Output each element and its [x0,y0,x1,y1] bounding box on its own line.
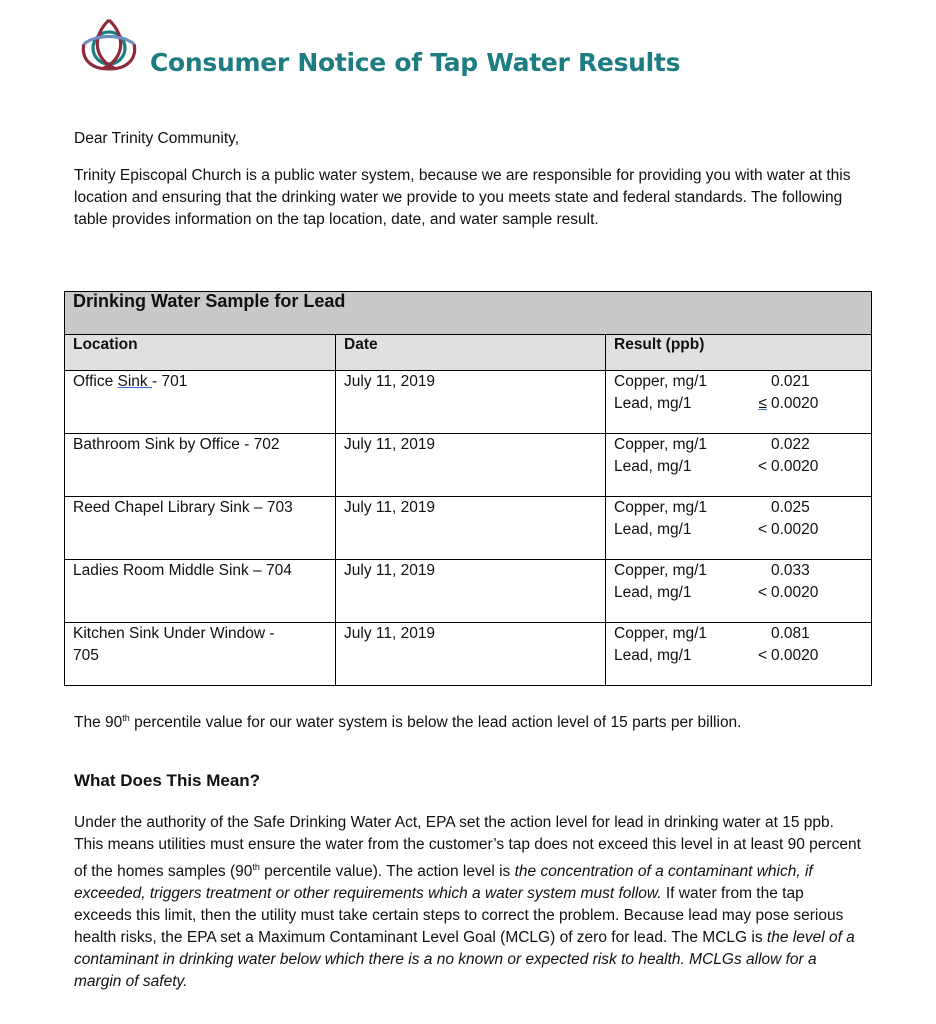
lead-symbol: ≤ [758,395,767,412]
location-cell: Bathroom Sink by Office - 702 [65,434,336,497]
percentile-statement: The 90th percentile value for our water system is below the lead action level of 15 parts per billion. [74,713,742,732]
spellcheck-word: Sink [117,373,152,390]
copper-value: 0.081 [771,625,810,642]
lead-value: 0.0020 [771,521,819,538]
lead-label: Lead, mg/1 [614,584,692,601]
trinity-knot-icon [76,14,142,78]
meaning-paragraph: Under the authority of the Safe Drinking Water Act, EPA set the action level for lead in drinking water at 15 ppb. This means utilities must ensure the water from the customer’s tap does not exceed this level in at least 90 percent of the homes samples (90th percentile value). The action level is the concentration of a contaminant which, if exceeded, triggers treatment or other requirements which a water system must follow. If water from the tap exceeds this limit, then the utility must take certain steps to correct the problem. Because lead may pose serious health risks, the EPA set a Maximum Contaminant Level Goal (MCLG) of zero for lead. The MCLG is the level of a contaminant in drinking water below which there is a no known or expected risk to health. MCLGs allow for a margin of safety. [74,814,861,991]
copper-value: 0.025 [771,499,810,516]
result-cell [606,497,872,560]
lead-label: Lead, mg/1 [614,647,692,664]
column-header-location: Location [65,335,336,371]
table-row [65,623,872,686]
lead-value: 0.0020 [771,395,819,412]
location-cell: Kitchen Sink Under Window - 705 [65,623,336,686]
location-cell: Reed Chapel Library Sink – 703 [65,497,336,560]
copper-label: Copper, mg/1 [614,499,708,516]
page-title: Consumer Notice of Tap Water Results [150,48,681,77]
lead-label: Lead, mg/1 [614,521,692,538]
copper-label: Copper, mg/1 [614,373,708,390]
result-cell [606,623,872,686]
copper-value: 0.033 [771,562,810,579]
date-cell: July 11, 2019 [336,623,606,686]
copper-label: Copper, mg/1 [614,436,708,453]
lead-value: 0.0020 [771,584,819,601]
result-cell [606,371,872,434]
table-row [65,497,872,560]
section-heading: What Does This Mean? [74,771,261,790]
lead-value: 0.0020 [771,647,819,664]
date-cell: July 11, 2019 [336,371,606,434]
result-cell [606,560,872,623]
result-cell [606,434,872,497]
table-row [65,434,872,497]
copper-value: 0.022 [771,436,810,453]
table-row [65,371,872,434]
lead-symbol: < [757,458,767,475]
date-cell: July 11, 2019 [336,434,606,497]
lead-label: Lead, mg/1 [614,395,692,412]
date-cell: July 11, 2019 [336,497,606,560]
table-row [65,560,872,623]
lead-symbol: < [757,647,767,664]
lead-value: 0.0020 [771,458,819,475]
intro-paragraph: Trinity Episcopal Church is a public water system, because we are responsible for providing you with water at this location and ensuring that the drinking water we provide to you meets state and federal standards. The following table provides information on the tap location, date, and water sample result. [74,167,851,228]
copper-label: Copper, mg/1 [614,625,708,642]
salutation: Dear Trinity Community, [74,130,240,147]
lead-symbol: < [757,584,767,601]
copper-label: Copper, mg/1 [614,562,708,579]
location-cell: Office Sink - 701 [65,371,336,434]
location-cell: Ladies Room Middle Sink – 704 [65,560,336,623]
table-caption: Drinking Water Sample for Lead [65,292,872,335]
date-cell: July 11, 2019 [336,560,606,623]
copper-value: 0.021 [771,373,810,390]
lead-symbol: < [757,521,767,538]
lead-label: Lead, mg/1 [614,458,692,475]
column-header-result: Result (ppb) [606,335,872,371]
column-header-date: Date [336,335,606,371]
results-table [64,291,872,686]
